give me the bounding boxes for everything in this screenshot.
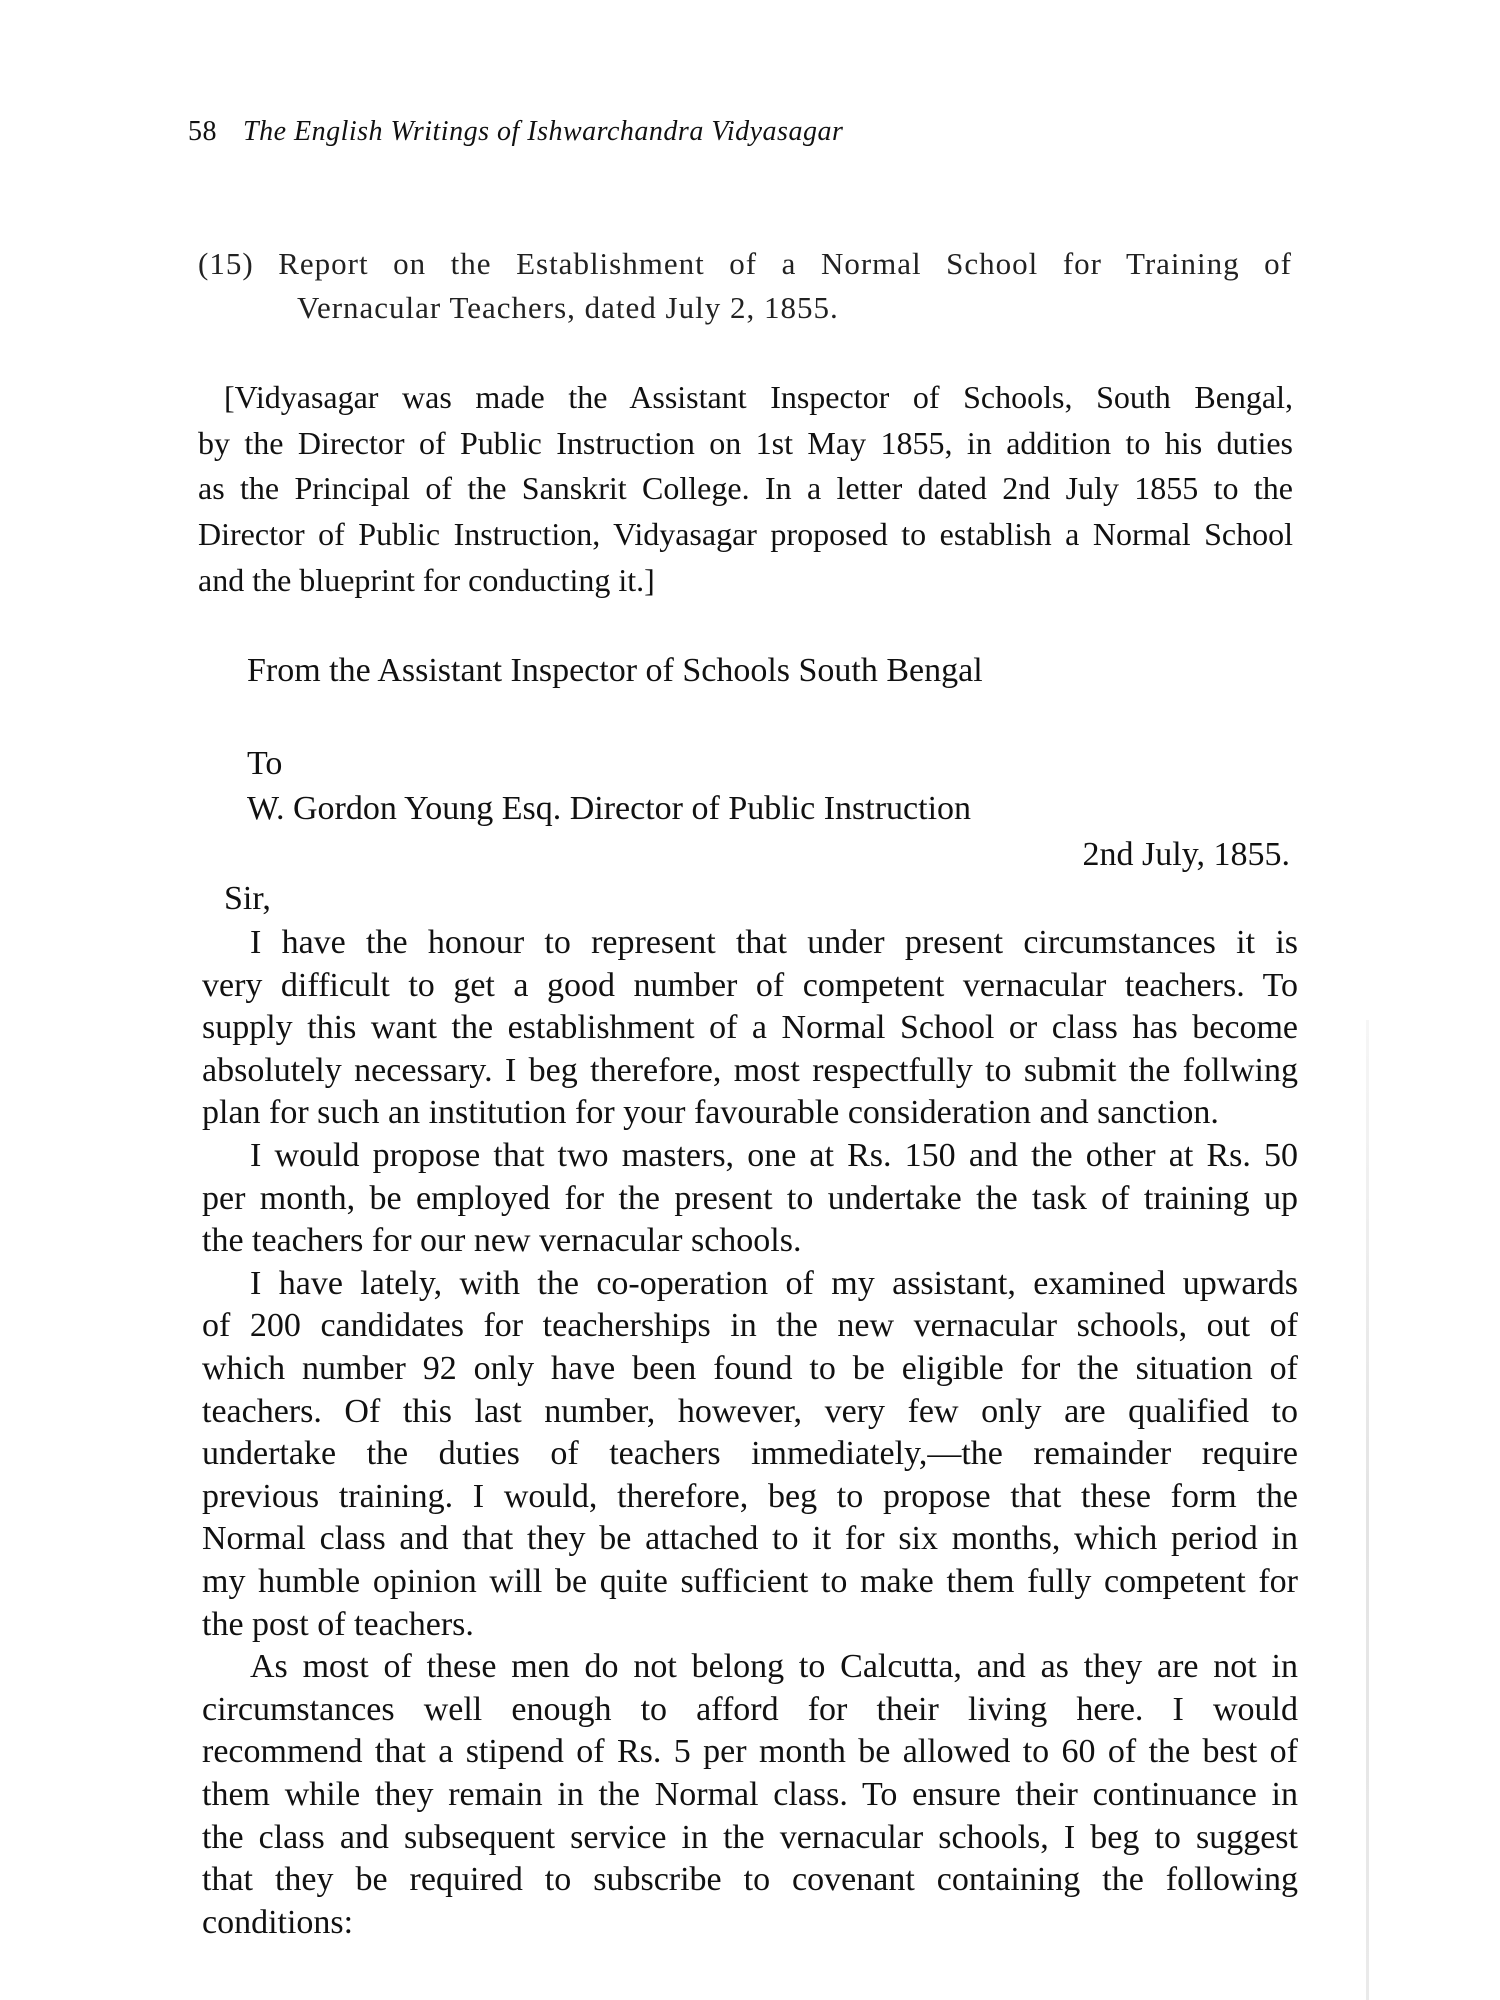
page-gutter-shadow (1366, 1020, 1369, 2000)
letter-body-line: absolutely necessary. I beg therefore, most respectfully to submit the follwing (202, 1051, 1298, 1089)
letter-body-line: undertake the duties of teachers immediately,—the remainder require (202, 1435, 1298, 1473)
page-number: 58 (188, 116, 217, 147)
editorial-note-line: as the Principal of the Sanskrit College. In a letter dated 2nd July 1855 to the (198, 470, 1293, 507)
letter-addressee: W. Gordon Young Esq. Director of Public Instruction (247, 790, 972, 827)
letter-body-line: circumstances well enough to afford for their living here. I would (202, 1690, 1298, 1728)
letter-body-line: supply this want the establishment of a Normal School or class has become (202, 1009, 1298, 1047)
running-header (188, 116, 843, 148)
letter-body-line: the teachers for our new vernacular schools. (202, 1222, 802, 1260)
letter-body-line: I have the honour to represent that under present circumstances it is (250, 924, 1298, 961)
letter-body-line: plan for such an institution for your favourable consideration and sanction. (202, 1094, 1219, 1132)
book-title: The English Writings of Ishwarchandra Vidyasagar (243, 116, 844, 147)
editorial-note-line: by the Director of Public Instruction on 1st May 1855, in addition to his duties (198, 424, 1293, 461)
letter-body-line: previous training. I would, therefore, beg to propose that these form the (202, 1477, 1298, 1515)
letter-body-line: the class and subsequent service in the vernacular schools, I beg to suggest (202, 1818, 1298, 1856)
letter-body-line: recommend that a stipend of Rs. 5 per month be allowed to 60 of the best of (202, 1733, 1298, 1771)
editorial-note-line: Director of Public Instruction, Vidyasagar proposed to establish a Normal School (198, 516, 1293, 553)
letter-body-line: my humble opinion will be quite sufficient to make them fully competent for (202, 1563, 1298, 1600)
section-title-line-1: (15) Report on the Establishment of a Normal School for Training of (198, 246, 1292, 281)
letter-body-line: per month, be employed for the present to undertake the task of training up (202, 1179, 1298, 1217)
letter-body-line: that they be required to subscribe to covenant containing the following (202, 1861, 1298, 1899)
letter-body-line: I have lately, with the co-operation of my assistant, examined upwards (250, 1264, 1298, 1302)
letter-body-line: teachers. Of this last number, however, very few only are qualified to (202, 1392, 1298, 1430)
letter-body-line: Normal class and that they be attached to it for six months, which period in (202, 1520, 1298, 1558)
letter-body-line: As most of these men do not belong to Calcutta, and as they are not in (250, 1648, 1298, 1686)
letter-body-line: conditions: (202, 1903, 354, 1941)
section-title-line-2: Vernacular Teachers, dated July 2, 1855. (297, 290, 839, 325)
letter-body-line: the post of teachers. (202, 1605, 474, 1643)
letter-salutation: Sir, (224, 880, 271, 917)
letter-body-line: of 200 candidates for teacherships in the new vernacular schools, out of (202, 1307, 1298, 1345)
letter-date: 2nd July, 1855. (1082, 836, 1290, 873)
letter-to: To (247, 745, 283, 782)
letter-body-line: which number 92 only have been found to be eligible for the situation of (202, 1350, 1298, 1387)
letter-body-line: them while they remain in the Normal class. To ensure their continuance in (202, 1776, 1298, 1813)
editorial-note-line: and the blueprint for conducting it.] (198, 561, 655, 598)
letter-body-line: I would propose that two masters, one at Rs. 150 and the other at Rs. 50 (250, 1137, 1298, 1174)
letter-from: From the Assistant Inspector of Schools South Bengal (247, 652, 983, 689)
editorial-note-line: [Vidyasagar was made the Assistant Inspector of Schools, South Bengal, (224, 379, 1293, 415)
letter-body-line: very difficult to get a good number of competent vernacular teachers. To (202, 966, 1298, 1004)
